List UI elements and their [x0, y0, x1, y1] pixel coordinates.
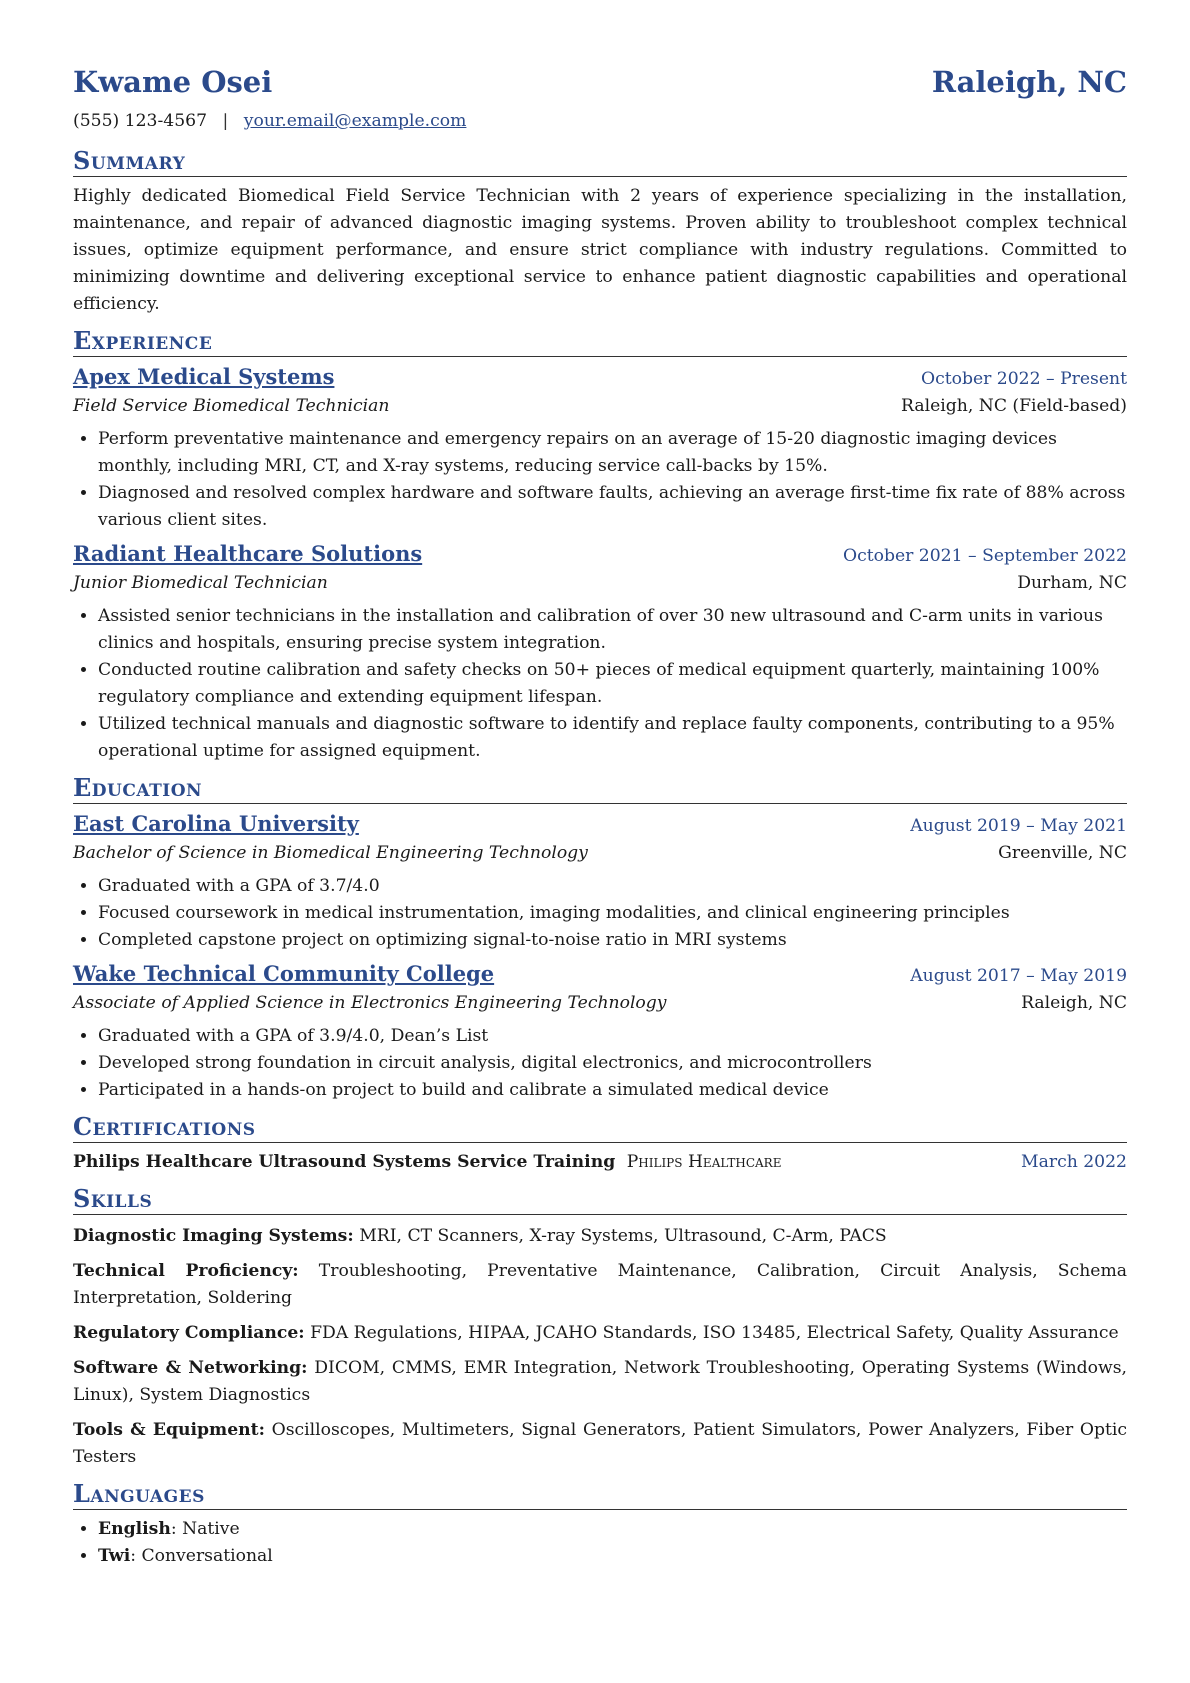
skill-group: [73, 1258, 1127, 1312]
achievement-item: • Assisted senior technicians in the installation and calibration of over 30 new ultrasound and C-arm units in various clinics and hospitals, ensuring precise system integration.: [98, 603, 1127, 657]
skill-group: [73, 1223, 1127, 1250]
education-entry: [73, 804, 1127, 954]
education-date: August 2019 – May 2021: [910, 816, 1127, 836]
education-detail-item: • Focused coursework in medical instrumentation, imaging modalities, and clinical engineering principles: [98, 900, 1127, 927]
degree-title: Bachelor of Science in Biomedical Engineering Technology: [73, 843, 588, 863]
job-location: Raleigh, NC (Field-based): [901, 396, 1127, 416]
experience-entry: [73, 357, 1127, 534]
skill-label: Tools & Equipment:: [73, 1420, 265, 1440]
education-detail-item: • Completed capstone project on optimizing signal-to-noise ratio in MRI systems: [98, 927, 1127, 954]
achievement-item: • Conducted routine calibration and safety checks on 50+ pieces of medical equipment quarterly, maintaining 100% regulatory compliance and extending equipment lifespan.: [98, 657, 1127, 711]
skill-values: MRI, CT Scanners, X-ray Systems, Ultrasound, C-Arm, PACS: [359, 1226, 887, 1246]
summary-text: Highly dedicated Biomedical Field Service Technician with 2 years of experience specializing in the installation, maintenance, and repair of advanced diagnostic imaging systems. Proven ability to troubleshoot complex technical issues, optimize equipment performance, and ensure strict compliance with industry regulations. Committed to minimizing downtime and delivering exceptional service to enhance patient diagnostic capabilities and operational efficiency.: [73, 186, 1127, 314]
skill-group: [73, 1320, 1127, 1347]
degree-title: Associate of Applied Science in Electronics Engineering Technology: [73, 993, 667, 1013]
achievement-item: • Diagnosed and resolved complex hardware and software faults, achieving an average first-time fix rate of 88% across various client sites.: [98, 480, 1127, 534]
certifications-heading: Certifications: [73, 1112, 1127, 1143]
education-detail-list: [73, 873, 1127, 954]
header-location: Raleigh, NC: [931, 65, 1127, 99]
education-detail-list: [73, 1023, 1127, 1104]
phone-number: (555) 123-4567: [73, 111, 208, 131]
email-link[interactable]: your.email@example.com: [243, 111, 467, 131]
education-detail-item: • Graduated with a GPA of 3.9/4.0, Dean’s List: [98, 1023, 1127, 1050]
contact-line: [73, 104, 1127, 138]
education-date: August 2017 – May 2019: [910, 966, 1127, 986]
school-link[interactable]: East Carolina University: [73, 811, 359, 836]
school-location: Raleigh, NC: [1021, 993, 1127, 1013]
skill-values: FDA Regulations, HIPAA, JCAHO Standards, ISO 13485, Electrical Safety, Quality Assurance: [310, 1323, 1119, 1343]
education-heading: Education: [73, 773, 1127, 804]
languages-heading: Languages: [73, 1479, 1127, 1510]
certification-entry: [73, 1149, 1127, 1176]
language-list: [73, 1516, 1127, 1570]
skill-values: Oscilloscopes, Multimeters, Signal Generators, Patient Simulators, Power Analyzers, Fiber Optic Testers: [73, 1420, 1127, 1467]
achievement-list: [73, 603, 1127, 765]
contact-separator: |: [222, 111, 229, 131]
employment-date: October 2021 – September 2022: [842, 546, 1127, 566]
education-entry: [73, 954, 1127, 1104]
certification-issuer: Philips Healthcare: [626, 1152, 782, 1172]
education-detail-item: • Participated in a hands-on project to build and calibrate a simulated medical device: [98, 1077, 1127, 1104]
resume-page: [73, 60, 1127, 1570]
skill-group: [73, 1417, 1127, 1471]
skills-heading: Skills: [73, 1184, 1127, 1215]
education-detail-item: • Developed strong foundation in circuit analysis, digital electronics, and microcontrollers: [98, 1050, 1127, 1077]
skill-label: Diagnostic Imaging Systems:: [73, 1226, 354, 1246]
skill-values: DICOM, CMMS, EMR Integration, Network Troubleshooting, Operating Systems (Windows, Linux), System Diagnostics: [73, 1358, 1127, 1405]
employer-link[interactable]: Radiant Healthcare Solutions: [73, 541, 423, 566]
language-item: [98, 1543, 1127, 1570]
certification-date: March 2022: [1021, 1152, 1127, 1172]
experience-heading: Experience: [73, 326, 1127, 357]
language-item: [98, 1516, 1127, 1543]
summary-heading: Summary: [73, 146, 1127, 177]
skill-values: Troubleshooting, Preventative Maintenance, Calibration, Circuit Analysis, Schema Interpretation, Soldering: [73, 1261, 1127, 1308]
school-location: Greenville, NC: [998, 843, 1127, 863]
achievement-list: [73, 426, 1127, 534]
experience-entry: [73, 534, 1127, 765]
job-title: Junior Biomedical Technician: [73, 573, 328, 593]
language-level: : Conversational: [130, 1546, 273, 1566]
candidate-name: Kwame Osei: [73, 65, 273, 99]
employment-date: October 2022 – Present: [920, 369, 1127, 389]
resume-header: [73, 60, 1127, 104]
language-level: : Native: [170, 1519, 240, 1539]
skill-label: Regulatory Compliance:: [73, 1323, 305, 1343]
skill-label: Software & Networking:: [73, 1358, 308, 1378]
job-location: Durham, NC: [1017, 573, 1127, 593]
skill-label: Technical Proficiency:: [73, 1261, 299, 1281]
certification-name: Philips Healthcare Ultrasound Systems Service Training: [73, 1152, 616, 1172]
school-link[interactable]: Wake Technical Community College: [73, 961, 495, 986]
achievement-item: • Perform preventative maintenance and emergency repairs on an average of 15-20 diagnostic imaging devices monthly, including MRI, CT, and X-ray systems, reducing service call-backs by 15%.: [98, 426, 1127, 480]
education-detail-item: • Graduated with a GPA of 3.7/4.0: [98, 873, 1127, 900]
language-name: Twi: [98, 1546, 131, 1566]
employer-link[interactable]: Apex Medical Systems: [73, 364, 335, 389]
language-name: English: [98, 1519, 171, 1539]
skill-group: [73, 1355, 1127, 1409]
job-title: Field Service Biomedical Technician: [73, 396, 390, 416]
achievement-item: • Utilized technical manuals and diagnostic software to identify and replace faulty components, contributing to a 95% operational uptime for assigned equipment.: [98, 711, 1127, 765]
